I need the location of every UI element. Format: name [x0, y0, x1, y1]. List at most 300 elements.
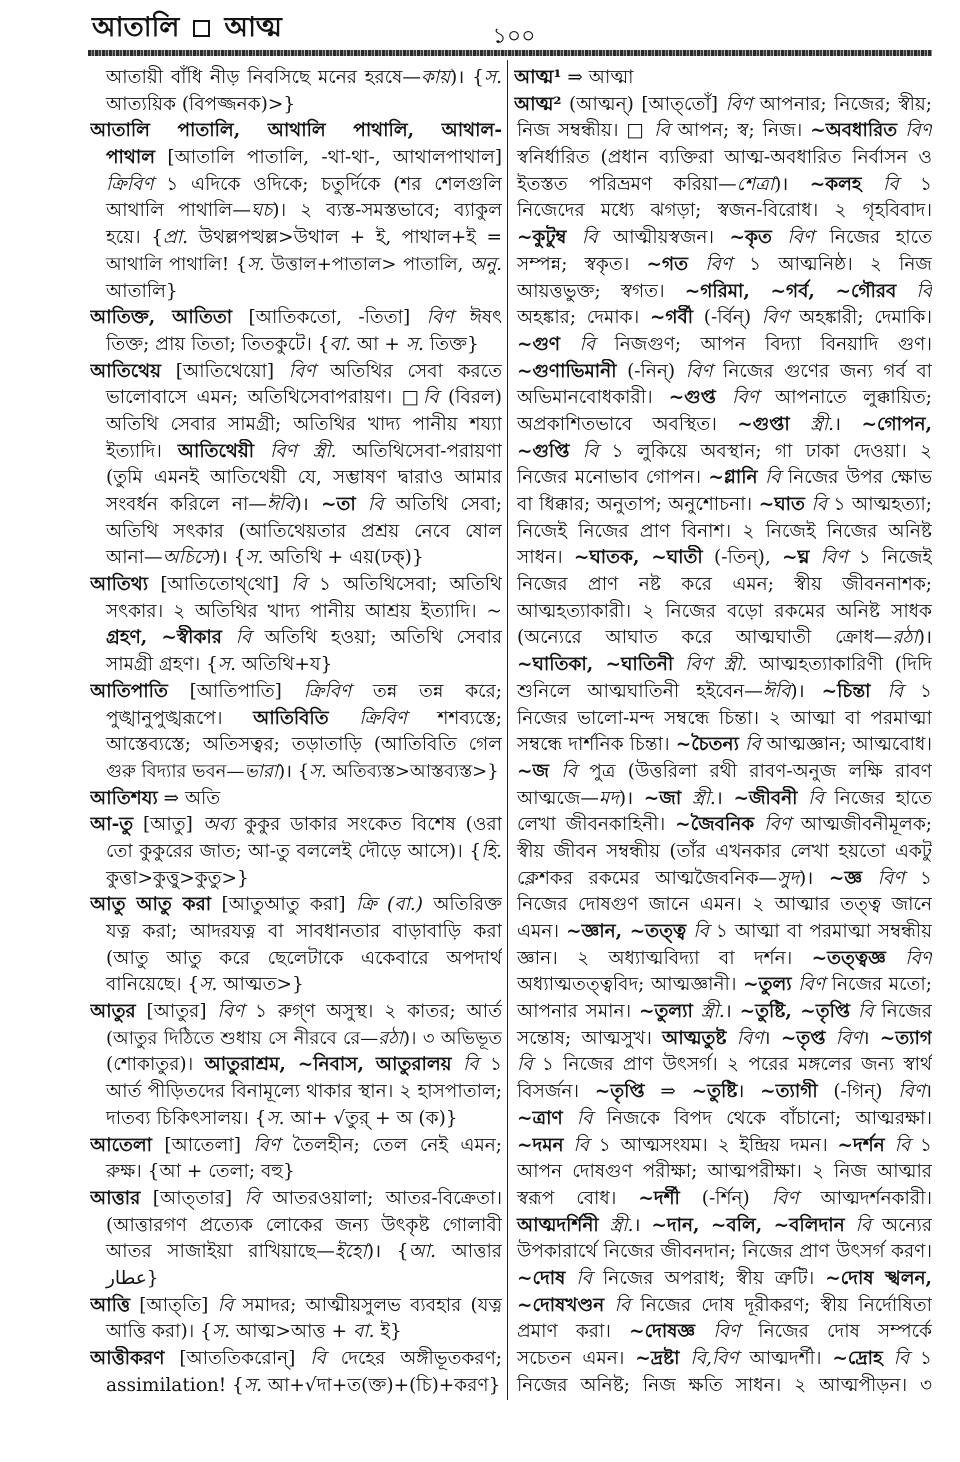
entry-line — [514, 279, 932, 306]
text-run: (-র্বিন্) — [693, 307, 762, 329]
grammar-abbr: স. — [405, 333, 424, 355]
entry-line — [90, 812, 502, 839]
headword: ~তুষ্টি — [691, 1081, 738, 1103]
text-run: বানিয়েছে। { — [106, 974, 200, 996]
text-run — [222, 627, 236, 648]
text-run: অহঙ্কারী; দেমাকি। — [788, 307, 932, 329]
text-run — [883, 1348, 894, 1369]
entry-line — [514, 118, 932, 145]
grammar-abbr: বি — [422, 387, 439, 409]
text-run: [আত্‌তি] — [130, 1294, 218, 1316]
headword: ~জৈবনিক — [675, 814, 755, 836]
headword: ~চৈতন্য — [675, 734, 739, 756]
text-run: [আতিথেয়ো] — [161, 360, 289, 382]
entry-line — [514, 1266, 932, 1293]
entry-line — [514, 1213, 932, 1240]
text-run — [862, 868, 878, 889]
text-run: অতিথি সৎকার (আতিথেয়তার প্রশ্রয় নেবে ষোল — [106, 520, 502, 542]
text-run — [560, 334, 579, 355]
entry-line — [514, 465, 932, 492]
headword: ~গর্বী — [649, 307, 694, 329]
grammar-abbr: বি — [235, 627, 252, 649]
text-run: নিজের — [873, 1001, 932, 1023]
entry-line — [514, 172, 932, 199]
text-run: (-র্শিন্) — [679, 1187, 772, 1209]
text-run: ১ আত্মনিষ্ঠ। ২ নিজ — [731, 253, 932, 275]
text-run: স্বনির্ধারিত (প্রধান ব্যক্তিরা আত্ম-অবধারিত নির্বাসন ও — [517, 147, 932, 169]
text-run: জ্ঞান। ২ অধ্যাত্মবিদ্যা বা দর্শন। — [517, 947, 812, 969]
entry-line — [514, 919, 932, 946]
grammar-abbr: কায় — [420, 67, 451, 88]
entry-line — [514, 625, 932, 652]
entry-line — [90, 65, 502, 92]
text-run: [আত্‌তার] — [140, 1187, 245, 1209]
text-run: আ+ √তুর্ + অ (ক)} — [284, 1107, 458, 1129]
grammar-abbr: মদ — [598, 787, 619, 809]
grammar-abbr: অব্য — [202, 814, 235, 836]
headword: ~দমন — [517, 1134, 564, 1156]
text-run: আত্তি করা)। { — [106, 1321, 212, 1343]
headword: ~গত — [646, 253, 689, 275]
text-run: সন্তোষ; আত্মসুখ। — [517, 1027, 663, 1049]
text-run — [681, 788, 692, 809]
text-run: আপন; স্ব; নিজ। — [669, 120, 811, 142]
text-run: নিজের ভালো-মন্দ সম্বন্ধে চিন্তা। ২ আত্মা বা পরমাত্মা — [517, 707, 932, 729]
grammar-abbr: হি. — [481, 840, 502, 862]
text-run — [727, 1028, 737, 1049]
text-run: [আততিকরোন্] — [164, 1348, 311, 1369]
text-run: ১ নিজেই — [847, 547, 932, 569]
headword: ~গরিমা, ~গর্ব, ~গৌরব — [684, 280, 897, 302]
headword: ~তত্ত্বজ্ঞ — [811, 947, 886, 969]
headword: ~গুপ্তা — [737, 413, 790, 435]
grammar-abbr: সুদ — [777, 867, 799, 889]
headword: ~তুল্যা — [639, 1001, 693, 1023]
dictionary-entry — [90, 1186, 502, 1293]
text-run: ১ — [898, 173, 932, 195]
text-run — [680, 1348, 691, 1369]
headword: ~ত্যাগী — [760, 1081, 818, 1103]
text-run: তিক্ত; প্রায় তিতা; তিতকুটে। { — [106, 333, 330, 355]
grammar-abbr: স. — [243, 1374, 262, 1396]
grammar-abbr: বি — [581, 227, 598, 249]
grammar-abbr: বিণ — [288, 360, 316, 382]
entry-line — [90, 1186, 502, 1213]
grammar-abbr: বিণ — [898, 1081, 925, 1103]
text-run: (বিরল) — [438, 387, 502, 409]
text-run: আপন দোষগুণ পরীক্ষা; আত্মপরীক্ষা। ২ নিজ আত্মার — [517, 1161, 932, 1183]
entry-line — [514, 92, 932, 119]
grammar-abbr: স. — [247, 253, 265, 275]
grammar-abbr: ঘচ — [250, 200, 273, 222]
text-run: লেখা জীবনকাহিনী। — [517, 814, 676, 836]
entry-line — [90, 252, 502, 279]
text-run: [আতু] — [133, 814, 203, 836]
entry-line — [514, 706, 932, 733]
headword: আতালি পাতালি, আথালি পাথালি, আথাল- — [90, 120, 502, 142]
grammar-abbr: বি — [582, 440, 599, 462]
dictionary-entry — [90, 892, 502, 999]
text-run: নিজ সম্বন্ধীয়। □ — [517, 120, 655, 142]
text-run: অধ্যাত্মতত্ত্ববিদ; আত্মজ্ঞানী। — [517, 974, 744, 996]
text-run: আস্তেব্যস্তে; অতিসত্বর; তড়াতাড়ি (আতিবিতি গেল — [106, 734, 502, 756]
entry-line — [514, 332, 932, 359]
entry-line — [514, 946, 932, 973]
text-run: আর্ত পীড়িতদের বিনামূল্যে থাকার স্থান। ২ হাসপাতাল; — [106, 1081, 502, 1103]
entry-line — [90, 465, 502, 492]
entry-line — [514, 1186, 932, 1213]
headword: ~গুণাভিমানী — [517, 360, 617, 382]
text-run: । — [763, 1027, 781, 1049]
entry-line — [90, 1079, 502, 1106]
text-run: এমন। — [517, 921, 567, 942]
entry-line — [90, 359, 502, 386]
text-run: )। { — [366, 1241, 409, 1263]
dictionary-entry — [514, 65, 932, 92]
entry-line — [514, 1293, 932, 1320]
text-run: অতিথি সেবা; — [383, 494, 502, 515]
text-run: বিসর্জন। — [517, 1081, 595, 1103]
text-run: নিজের গুণের জন্য গর্ব বা — [712, 360, 932, 382]
text-run: নিজকে বিপদ থেকে বাঁচানো; আত্মরক্ষা। — [592, 1107, 932, 1129]
text-run: )। ৩ অভিভূত — [403, 1027, 502, 1049]
entry-line — [514, 1026, 932, 1053]
grammar-abbr: বি — [916, 280, 932, 302]
text-run: নিজের মতো; — [825, 974, 932, 996]
entry-line — [514, 892, 932, 919]
text-run — [356, 494, 368, 515]
text-run — [693, 1001, 701, 1022]
headword: ~তুল্য — [743, 974, 792, 996]
text-run: নিজের অনিষ্ট; নিজ ক্ষতি সাধন। ২ আত্মপীড়ন। ৩ — [517, 1374, 932, 1396]
text-run: । — [737, 1081, 761, 1103]
separator-box-icon — [193, 20, 210, 37]
entry-line — [90, 198, 502, 225]
grammar-abbr: বিণ — [725, 93, 753, 115]
grammar-abbr: ভারা — [244, 760, 279, 782]
text-run: ঈষৎ — [453, 307, 502, 329]
text-run: )। — [618, 787, 644, 809]
text-run: আতায়ী বাঁধি নীড় নিবসিছে মনের হরষে— — [106, 67, 421, 88]
text-run: পুত্র (উত্তরিলা রথী রাবণ-অনুজ লক্ষি রাবণ — [576, 760, 932, 782]
dictionary-entry — [90, 572, 502, 679]
grammar-abbr: বিণ — [835, 1027, 863, 1049]
text-run — [565, 1268, 576, 1289]
dictionary-entry — [90, 65, 502, 118]
headword: আত্তি — [90, 1294, 131, 1316]
text-run — [809, 547, 820, 568]
text-run: আত্মহত্যাকারিণী (দিদি — [747, 654, 932, 676]
dictionary-entry — [90, 999, 502, 1132]
entry-line — [90, 732, 502, 759]
grammar-abbr: বিণ — [736, 1027, 764, 1049]
text-run: তৈলহীন; তেল নেই এমন; — [280, 1134, 502, 1156]
text-run: (-নিন্) — [616, 360, 686, 382]
text-run — [329, 708, 360, 729]
text-run: আপনার সমান। — [517, 1001, 639, 1023]
text-run: [আতালি পাতালি, -থা-থা-, আথালপাথাল] — [155, 147, 502, 169]
grammar-abbr: বি — [887, 680, 904, 702]
grammar-abbr: স. — [217, 654, 237, 676]
headword: ~দর্শন — [837, 1134, 885, 1156]
text-run: আত্মীয়স্বজন। — [597, 227, 730, 249]
text-run: (শোকাতুর)। — [106, 1054, 205, 1076]
entry-line — [514, 812, 932, 839]
headword: গ্রহণ, ~স্বীকার — [106, 627, 222, 649]
text-run: অতিথিসেবা-পরায়ণা — [336, 440, 502, 462]
text-run: )। { — [450, 67, 484, 88]
headword: ~কৃত — [729, 227, 772, 249]
grammar-abbr: রঠা — [378, 1027, 404, 1049]
text-run: আত্মজ্ঞান; আত্মবোধ। — [760, 734, 932, 756]
text-run: নিজের প্রাণ নষ্ট করে এমন; স্বীয় জীবননাশক; — [517, 574, 932, 596]
text-run: ১ — [904, 867, 932, 889]
text-run: । — [834, 413, 862, 435]
text-run: )। { — [213, 547, 246, 569]
headword: ~দোষ স্খলন, — [825, 1267, 932, 1289]
text-run — [862, 174, 883, 195]
entry-line — [90, 625, 502, 652]
text-run: অপ্রকাশিতভাবে অবস্থিত। — [517, 413, 738, 435]
text-run: ভালোবাসে এমন; অতিথিসেবাপরায়ণ। □ — [106, 387, 423, 409]
entry-line — [514, 439, 932, 466]
grammar-abbr: বিণ — [426, 307, 454, 329]
grammar-abbr: বিণ স্ত্রী. — [684, 654, 748, 676]
text-run: নিজগুণ; আপন বিদ্যা বিনয়াদি গুণ। — [595, 333, 932, 355]
text-run: নিজের মনোভাব গোপন। — [517, 467, 709, 489]
dictionary-entry — [90, 1293, 502, 1346]
text-run: [আতিতোথ্‌থো] — [148, 574, 292, 596]
headword: ~ঘাতিকা, ~ঘাতিনী — [517, 654, 674, 676]
text-run: কুত্তা>কুত্তু>কুতু>} — [106, 867, 249, 889]
headword: ~দান, ~বলি, ~বলিদান — [651, 1214, 845, 1236]
grammar-abbr: বি — [576, 1267, 592, 1289]
text-run — [254, 441, 270, 462]
text-run: দেহের অঙ্গীভূতকরণ; — [325, 1348, 502, 1369]
entry-line — [514, 866, 932, 893]
entry-line — [90, 225, 502, 252]
text-run: । — [862, 1027, 880, 1049]
text-run: ১ আত্মহত্যা; — [826, 494, 932, 515]
entry-line — [90, 279, 502, 306]
text-run: ১ এদিকে ওদিকে; চতুর্দিকে (শর শেলগুলি — [153, 173, 502, 195]
text-run — [604, 1295, 614, 1316]
text-run: )। { — [278, 760, 310, 782]
text-run: অতিথি হওয়া; অতিথি সেবার — [251, 627, 502, 649]
text-run — [886, 948, 905, 969]
text-run: সম্পন্ন; স্বকৃত। — [517, 253, 647, 275]
headword: ~দোষজ্ঞ — [629, 1321, 696, 1343]
dictionary-entry — [90, 786, 502, 813]
text-run: নিজেই নিজের প্রাণ বিনাশ। ২ নিজেই নিজের অনিষ্ট — [517, 520, 932, 542]
grammar-abbr: বি — [579, 333, 596, 355]
grammar-abbr: বিণ — [217, 1001, 245, 1023]
left-column — [90, 65, 502, 1399]
text-run: [আতেলা] — [152, 1134, 254, 1156]
grammar-abbr: বি — [883, 173, 899, 195]
text-run: নিজের হাতে — [814, 227, 932, 249]
headword: ~জীবনী — [733, 787, 798, 809]
headword: ~দ্রোহ — [832, 1348, 883, 1369]
entry-line — [90, 706, 502, 733]
headword: ~জ্ঞান, ~তত্ত্ব — [566, 921, 687, 942]
entry-line — [514, 545, 932, 572]
grammar-abbr: বি — [693, 921, 709, 942]
text-run: বা ধিক্কার; অনুতাপ; অনুশোচনা। — [517, 494, 759, 515]
dictionary-entry — [90, 305, 502, 358]
text-run: (-গিন্) — [817, 1081, 899, 1103]
entry-line — [514, 1346, 932, 1373]
headword: আত্তার — [90, 1187, 141, 1209]
entry-line — [514, 519, 932, 546]
grammar-abbr: রঠা — [892, 627, 918, 649]
grammar-abbr: স. — [483, 67, 502, 88]
headword: ~গ্লানি — [708, 467, 758, 489]
grammar-abbr: বিণ — [798, 974, 826, 996]
headword: ~দোষখণ্ডন — [517, 1294, 605, 1316]
grammar-abbr: ঈবি — [762, 680, 791, 702]
grammar-abbr: অচিসে — [162, 547, 214, 569]
text-run: ১ আত্মসংযম। ২ ইন্দ্রিয় দমন। — [588, 1134, 838, 1156]
headword: ~গুপ্তি — [517, 440, 570, 462]
grammar-abbr: বিণ — [732, 387, 759, 409]
text-run: ⇒ — [644, 1081, 692, 1103]
text-run: যত্ন করা; আদরযত্ন বা সাবধানতার বাড়াবাড়ি করা — [106, 921, 502, 942]
entry-line — [514, 252, 932, 279]
entry-line — [90, 759, 502, 786]
grammar-abbr: বিণ — [761, 307, 789, 329]
text-run: ১ অতিথিসেবা; অতিথি — [306, 574, 502, 596]
grammar-abbr: শেত্রা — [736, 173, 775, 195]
headword: ~ত্যাগ — [879, 1027, 932, 1049]
headword: আত্মতুষ্ট — [662, 1027, 727, 1049]
dictionary-entry — [90, 812, 502, 892]
entry-line — [514, 652, 932, 679]
grammar-abbr: বি — [517, 1054, 533, 1076]
text-run: তন্ন তন্ন করে; — [351, 680, 502, 702]
text-run: অতিথি + এয়(ঢক্)} — [263, 547, 424, 569]
text-run: ১ — [909, 1348, 932, 1369]
text-run: ১ — [910, 1134, 932, 1156]
text-run: উথল্লপত্থল্ল>উথাল + ই, পাথাল+ই = — [188, 227, 502, 249]
entry-line — [90, 439, 502, 466]
entry-line — [90, 652, 502, 679]
text-run: নিজের অপরাধ; স্বীয় ত্রুটি। — [591, 1267, 826, 1289]
grammar-abbr: স্ত্রী. — [700, 1001, 725, 1023]
grammar-abbr: বি — [764, 467, 781, 489]
text-run: [আতিপাতি] — [167, 680, 304, 702]
text-run: অতিরিক্ত — [423, 894, 502, 916]
headword: আতিক্ত, আতিতা — [90, 307, 233, 329]
page-number: ১০০ — [492, 24, 536, 49]
text-run: । — [924, 1081, 932, 1103]
text-run: আত্মজে— — [517, 787, 599, 809]
entry-line — [90, 599, 502, 626]
text-run: । — [633, 1214, 652, 1236]
grammar-abbr: বি — [291, 574, 307, 596]
text-run: (আত্তারগণ প্রত্যেক লোকের জন্য উৎকৃষ্ট গোলাবী — [106, 1214, 502, 1236]
entry-line — [514, 599, 932, 626]
entry-line — [90, 172, 502, 199]
headword: আতেলা — [90, 1134, 153, 1156]
headword: ~জ্ঞ — [828, 867, 863, 889]
grammar-abbr: বি — [745, 734, 761, 756]
text-run: ১ লুকিয়ে অবস্থান; গা ঢাকা দেওয়া। ২ — [598, 440, 932, 462]
text-run: নিজের দোষ দূরীকরণ; স্বীয় নির্দোষিতা — [630, 1294, 932, 1316]
guide-word-last: আত্ম — [224, 12, 282, 43]
entry-line — [514, 999, 932, 1026]
text-run: assimilation! { — [106, 1374, 244, 1396]
text-run: (আত্মন্) [আত্‌তোঁ] — [561, 93, 726, 115]
text-run: উত্তাল+পাতাল> পাতালি, — [264, 253, 470, 275]
entry-line — [90, 92, 502, 119]
text-run: ই} — [374, 1321, 402, 1343]
grammar-abbr: বিণ — [705, 253, 732, 275]
text-run — [845, 1215, 856, 1236]
entry-line — [514, 732, 932, 759]
text-run: আনা— — [106, 547, 163, 569]
text-run: আত্মত>} — [217, 974, 304, 996]
text-run: )। ২ ব্যস্ত-সমস্তভাবে; ব্যাকুল — [272, 200, 502, 222]
text-run — [797, 788, 808, 809]
grammar-abbr: অনু. — [469, 253, 502, 275]
grammar-abbr: বি — [462, 1054, 479, 1076]
entry-line — [90, 999, 502, 1026]
text-run — [885, 1135, 895, 1156]
text-run: ⇒ আত্মা — [561, 67, 634, 88]
headword: আতিশয্য — [90, 787, 158, 809]
text-run: আত্মদর্শনকারী। — [798, 1187, 932, 1209]
headword: আত্ম¹ — [514, 67, 562, 88]
entry-line — [90, 145, 502, 172]
entry-line — [90, 332, 502, 359]
text-run: প্রমাণ করা। — [517, 1321, 630, 1343]
text-run: নিজের দোষগুণ জানে এমন। ২ আত্মার তত্ত্ব জানে — [517, 894, 932, 916]
headword: ~চিন্তা — [821, 680, 871, 702]
entry-line — [514, 572, 932, 599]
text-run: ক্লেশকর রকমের আত্মজৈবনিক— — [517, 867, 778, 889]
grammar-abbr: ক্রিবিণ — [303, 680, 352, 702]
grammar-abbr: বি — [561, 760, 577, 782]
dictionary-entry — [90, 1346, 502, 1399]
grammar-abbr: ক্রিবিণ — [106, 173, 154, 195]
dictionary-entry — [90, 118, 502, 305]
grammar-abbr: বিণ — [771, 1187, 799, 1209]
text-run: আ+√দা+ত(ক্ত)+(চি)+করণ} — [261, 1374, 501, 1396]
entry-line — [514, 1052, 932, 1079]
grammar-abbr: প্রা. — [163, 227, 189, 249]
headword: আতিবিতি — [253, 707, 329, 729]
text-run: স্বীয় জীবন সম্বন্ধীয় (তাঁর এখনকার লেখা হয়তো একটু — [517, 840, 932, 862]
text-run: )। — [798, 867, 829, 889]
grammar-abbr: বি — [614, 1294, 631, 1316]
entry-line — [514, 65, 932, 92]
entry-line — [514, 198, 932, 225]
entry-line — [90, 1133, 502, 1160]
headword: ~কুটুম্ব — [517, 227, 567, 249]
headword: ~গুপ্ত — [668, 387, 716, 409]
headword: আতুরাশ্রম, ~নিবাস, আতুরালয় — [204, 1054, 452, 1076]
grammar-abbr: বিণ — [713, 1321, 741, 1343]
entry-line — [90, 866, 502, 893]
dictionary-entry — [90, 1133, 502, 1186]
text-run: ১ রুগ্‌ণ অসুস্থ। ২ কাতর; আর্ত — [244, 1001, 502, 1023]
entry-line — [514, 385, 932, 412]
text-run: ইতস্তত পরিভ্রমণ করিয়া— — [517, 173, 737, 195]
entry-line — [90, 1293, 502, 1320]
headword: আতু আতু করা — [90, 894, 212, 916]
grammar-abbr: বিণ স্ত্রী. — [269, 440, 337, 462]
